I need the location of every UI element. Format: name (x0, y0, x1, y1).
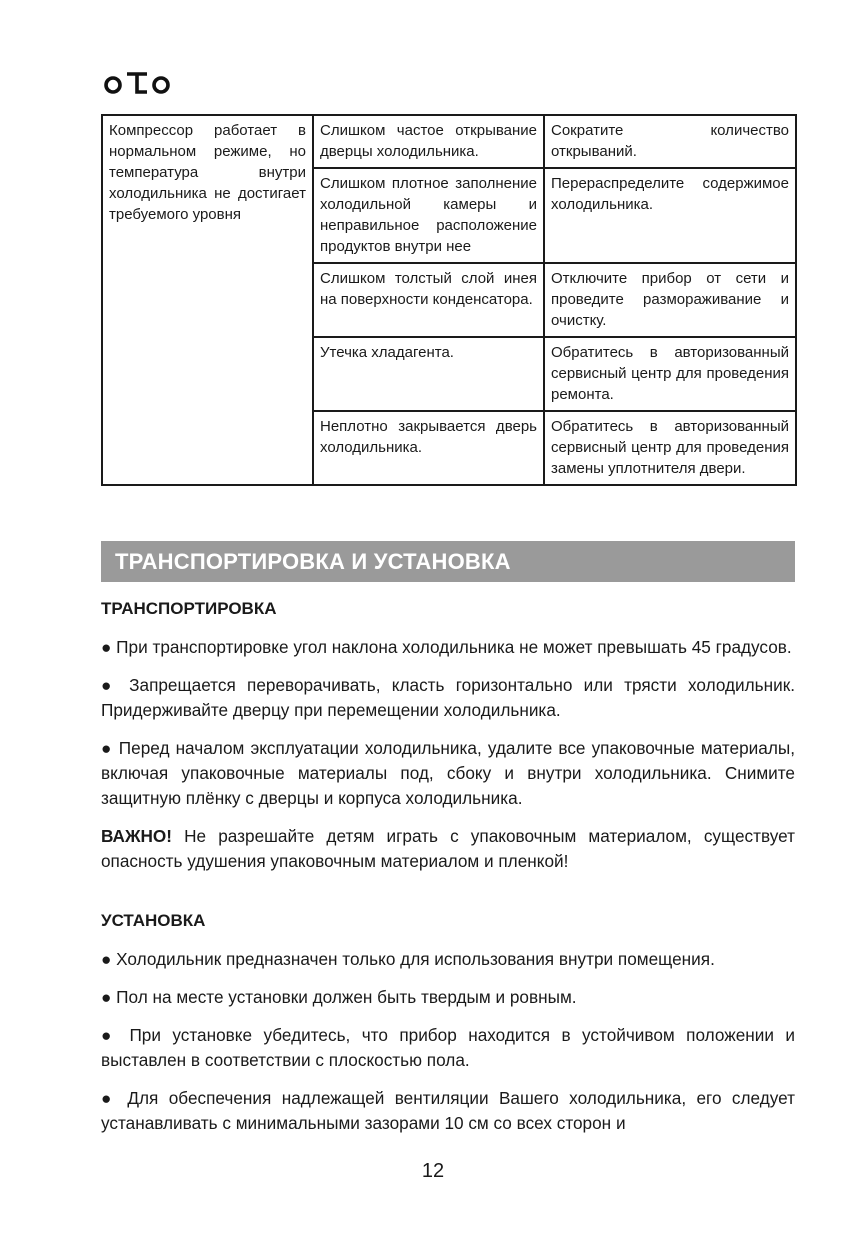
install-item: ● При установке убедитесь, что прибор находится в устойчивом положении и выставлен в соответствии с плоскостью пола. (101, 1025, 795, 1070)
remedy-cell: Обратитесь в авторизованный сервисный центр для проведения ремонта. (544, 337, 796, 411)
symptom-cell: Компрессор работает в нормальном режиме, но температура внутри холодильника не достигает требуемого уровня (102, 115, 313, 485)
transport-item: ● Перед началом эксплуатации холодильника, удалите все упаковочные материалы, включая упаковочные материалы под, сбоку и внутри холодильника. Снимите защитную плёнку с дверцы и корпуса холодильника. (101, 738, 795, 808)
section-content (101, 596, 795, 1149)
table-row (102, 115, 796, 168)
transport-item: ● Запрещается переворачивать, класть горизонтально или трясти холодильник. Придерживайте дверцу при перемещении холодильника. (101, 675, 795, 720)
page-number: 12 (421, 1160, 445, 1182)
cause-cell: Слишком частое открывание дверцы холодильника. (313, 115, 544, 168)
install-item: ● Холодильник предназначен только для использования внутри помещения. (101, 949, 715, 969)
brand-logo (103, 68, 173, 98)
install-item: ● Пол на месте установки должен быть твердым и ровным. (101, 987, 577, 1007)
remedy-cell: Отключите прибор от сети и проведите размораживание и очистку. (544, 263, 796, 337)
remedy-cell: Сократите количество открываний. (544, 115, 796, 168)
warning-paragraph (101, 824, 795, 874)
section-title: ТРАНСПОРТИРОВКА И УСТАНОВКА (101, 541, 795, 582)
install-heading: УСТАНОВКА (101, 911, 206, 930)
remedy-cell: Перераспределите содержимое холодильника. (544, 168, 796, 263)
warning-label: ВАЖНО! (101, 826, 173, 846)
cause-cell: Утечка хладагента. (313, 337, 544, 411)
cause-cell: Неплотно закрывается дверь холодильника. (313, 411, 544, 485)
transport-heading: ТРАНСПОРТИРОВКА (101, 599, 277, 618)
install-item: ● Для обеспечения надлежащей вентиляции Вашего холодильника, его следует устанавливать с минимальными зазорами 10 см со всех сторон и (101, 1088, 795, 1133)
troubleshooting-table (101, 114, 797, 486)
transport-item: ● При транспортировке угол наклона холодильника не может превышать 45 градусов. (101, 637, 792, 657)
cause-cell: Слишком плотное заполнение холодильной камеры и неправильное расположение продуктов внутри нее (313, 168, 544, 263)
remedy-cell: Обратитесь в авторизованный сервисный центр для проведения замены уплотнителя двери. (544, 411, 796, 485)
warning-text: Не разрешайте детям играть с упаковочным материалом, существует опасность удушения упаковочным материалом и пленкой! (101, 826, 795, 871)
cause-cell: Слишком толстый слой инея на поверхности конденсатора. (313, 263, 544, 337)
